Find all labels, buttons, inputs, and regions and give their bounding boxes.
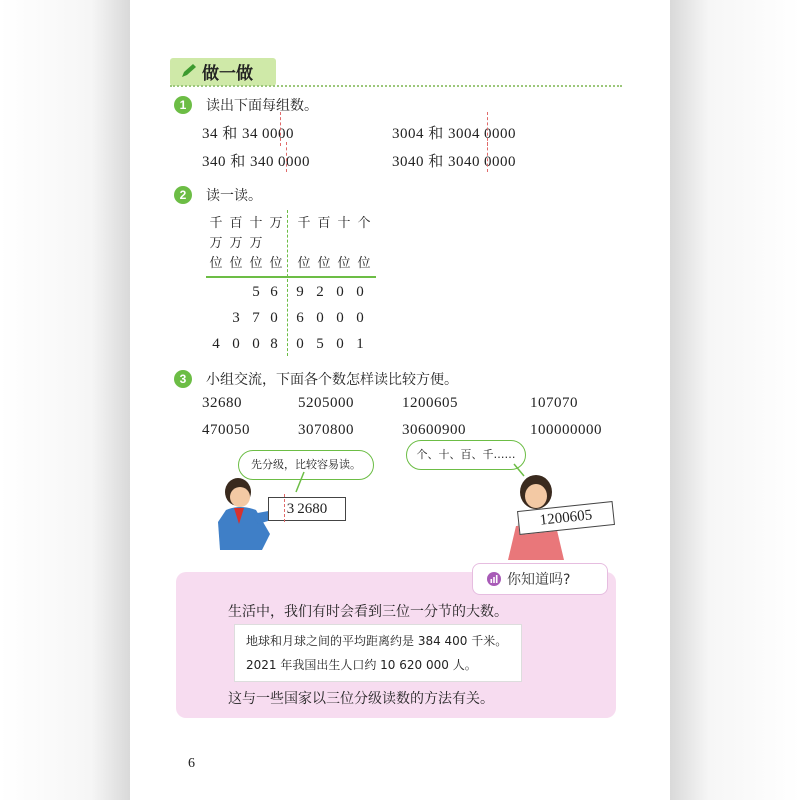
digit: 3: [232, 310, 240, 326]
header-char: 个: [357, 216, 371, 231]
digit: 5: [252, 284, 260, 300]
q1-prompt: 读出下面每组数。: [206, 98, 318, 114]
section-divider: [170, 85, 622, 87]
header-char: 十: [249, 216, 263, 231]
header-char: 位: [209, 256, 223, 271]
q3-number: 1200605: [402, 395, 458, 411]
table-level-divider: [287, 210, 288, 356]
q3-number: 5205000: [298, 395, 354, 411]
girl-card-number: 1200605: [539, 507, 593, 529]
q2-number-badge: 2: [174, 186, 192, 204]
q1-item-d-text: 3040 和 3040: [392, 154, 481, 170]
header-char: 位: [249, 256, 263, 271]
digit: 9: [296, 284, 304, 300]
header-char: 位: [317, 256, 331, 271]
header-char: 万: [229, 236, 243, 251]
info-line-2: 这与一些国家以三位分级读数的方法有关。: [228, 691, 494, 707]
digit: 0: [356, 284, 364, 300]
digit: 0: [336, 310, 344, 326]
q2-prompt: 读一读。: [206, 188, 262, 204]
q1-split-mark: [487, 112, 488, 146]
q3-number: 30600900: [402, 422, 466, 438]
info-example-2: 2021 年我国出生人口约 10 620 000 人。: [246, 658, 477, 672]
pencil-icon: [180, 63, 198, 79]
digit: 4: [212, 336, 220, 352]
q3-number: 100000000: [530, 422, 602, 438]
info-example-1: 地球和月球之间的平均距离约是 384 400 千米。: [246, 634, 508, 648]
bar-chart-icon: [487, 572, 501, 586]
boy-speech-text: 先分级，比较容易读。: [251, 458, 361, 471]
table-header-rule: [206, 276, 376, 278]
q1-split-mark: [487, 142, 488, 172]
q3-prompt: 小组交流，下面各个数怎样读比较方便。: [206, 372, 458, 388]
q1-item-c-text: 340 和 340: [202, 154, 275, 170]
digit: 0: [232, 336, 240, 352]
right-page-shadow: [670, 0, 800, 800]
digit: 0: [270, 310, 278, 326]
card-digit-group: 2680: [297, 501, 328, 517]
header-char: 万: [249, 236, 263, 251]
digit: 1: [356, 336, 364, 352]
q1-item-a-zeros: 0000: [262, 126, 295, 142]
q1-split-mark: [280, 112, 281, 146]
header-char: 万: [209, 236, 223, 251]
q1-number-badge: 1: [174, 96, 192, 114]
digit: 0: [252, 336, 260, 352]
q1-split-mark: [286, 142, 287, 172]
digit: 0: [336, 284, 344, 300]
card-digit-group: 3: [286, 501, 295, 517]
digit: 0: [336, 336, 344, 352]
q3-number: 107070: [530, 395, 578, 411]
page-number: 6: [188, 756, 195, 771]
header-char: 位: [229, 256, 243, 271]
q1-item: [392, 150, 516, 171]
did-you-know-tab: [472, 563, 608, 595]
header-char: 百: [317, 216, 331, 231]
card-split-mark: [284, 494, 285, 522]
q1-item-a-text: 34 和 34: [202, 126, 259, 142]
digit: 6: [296, 310, 304, 326]
did-you-know-title: 你知道吗?: [507, 572, 571, 588]
header-char: 位: [297, 256, 311, 271]
header-char: 千: [297, 216, 311, 231]
digit: 0: [356, 310, 364, 326]
q3-number: 470050: [202, 422, 250, 438]
digit: 6: [270, 284, 278, 300]
digit: 0: [296, 336, 304, 352]
header-char: 千: [209, 216, 223, 231]
digit: 2: [316, 284, 324, 300]
section-title: 做一做: [202, 64, 253, 84]
header-char: 位: [357, 256, 371, 271]
digit: 7: [252, 310, 260, 326]
q3-number: 32680: [202, 395, 242, 411]
info-line-1: 生活中，我们有时会看到三位一分节的大数。: [228, 604, 508, 620]
header-char: 位: [269, 256, 283, 271]
q1-item-b-text: 3004 和 3004: [392, 126, 481, 142]
digit: 8: [270, 336, 278, 352]
header-char: 十: [337, 216, 351, 231]
q1-item-c-zeros: 0000: [278, 154, 311, 170]
q1-item: [392, 122, 516, 143]
digit: 5: [316, 336, 324, 352]
header-char: 万: [269, 216, 283, 231]
q1-item-d-zeros: 0000: [484, 154, 517, 170]
header-char: 百: [229, 216, 243, 231]
girl-speech-text: 个、十、百、千……: [416, 448, 516, 461]
left-page-shadow: [0, 0, 130, 800]
boy-number-card: [268, 497, 346, 521]
q1-item: [202, 150, 310, 171]
textbook-page: [130, 0, 670, 800]
q3-number: 3070800: [298, 422, 354, 438]
q3-number-badge: 3: [174, 370, 192, 388]
header-char: 位: [337, 256, 351, 271]
q1-item-b-zeros: 0000: [484, 126, 517, 142]
digit: 0: [316, 310, 324, 326]
